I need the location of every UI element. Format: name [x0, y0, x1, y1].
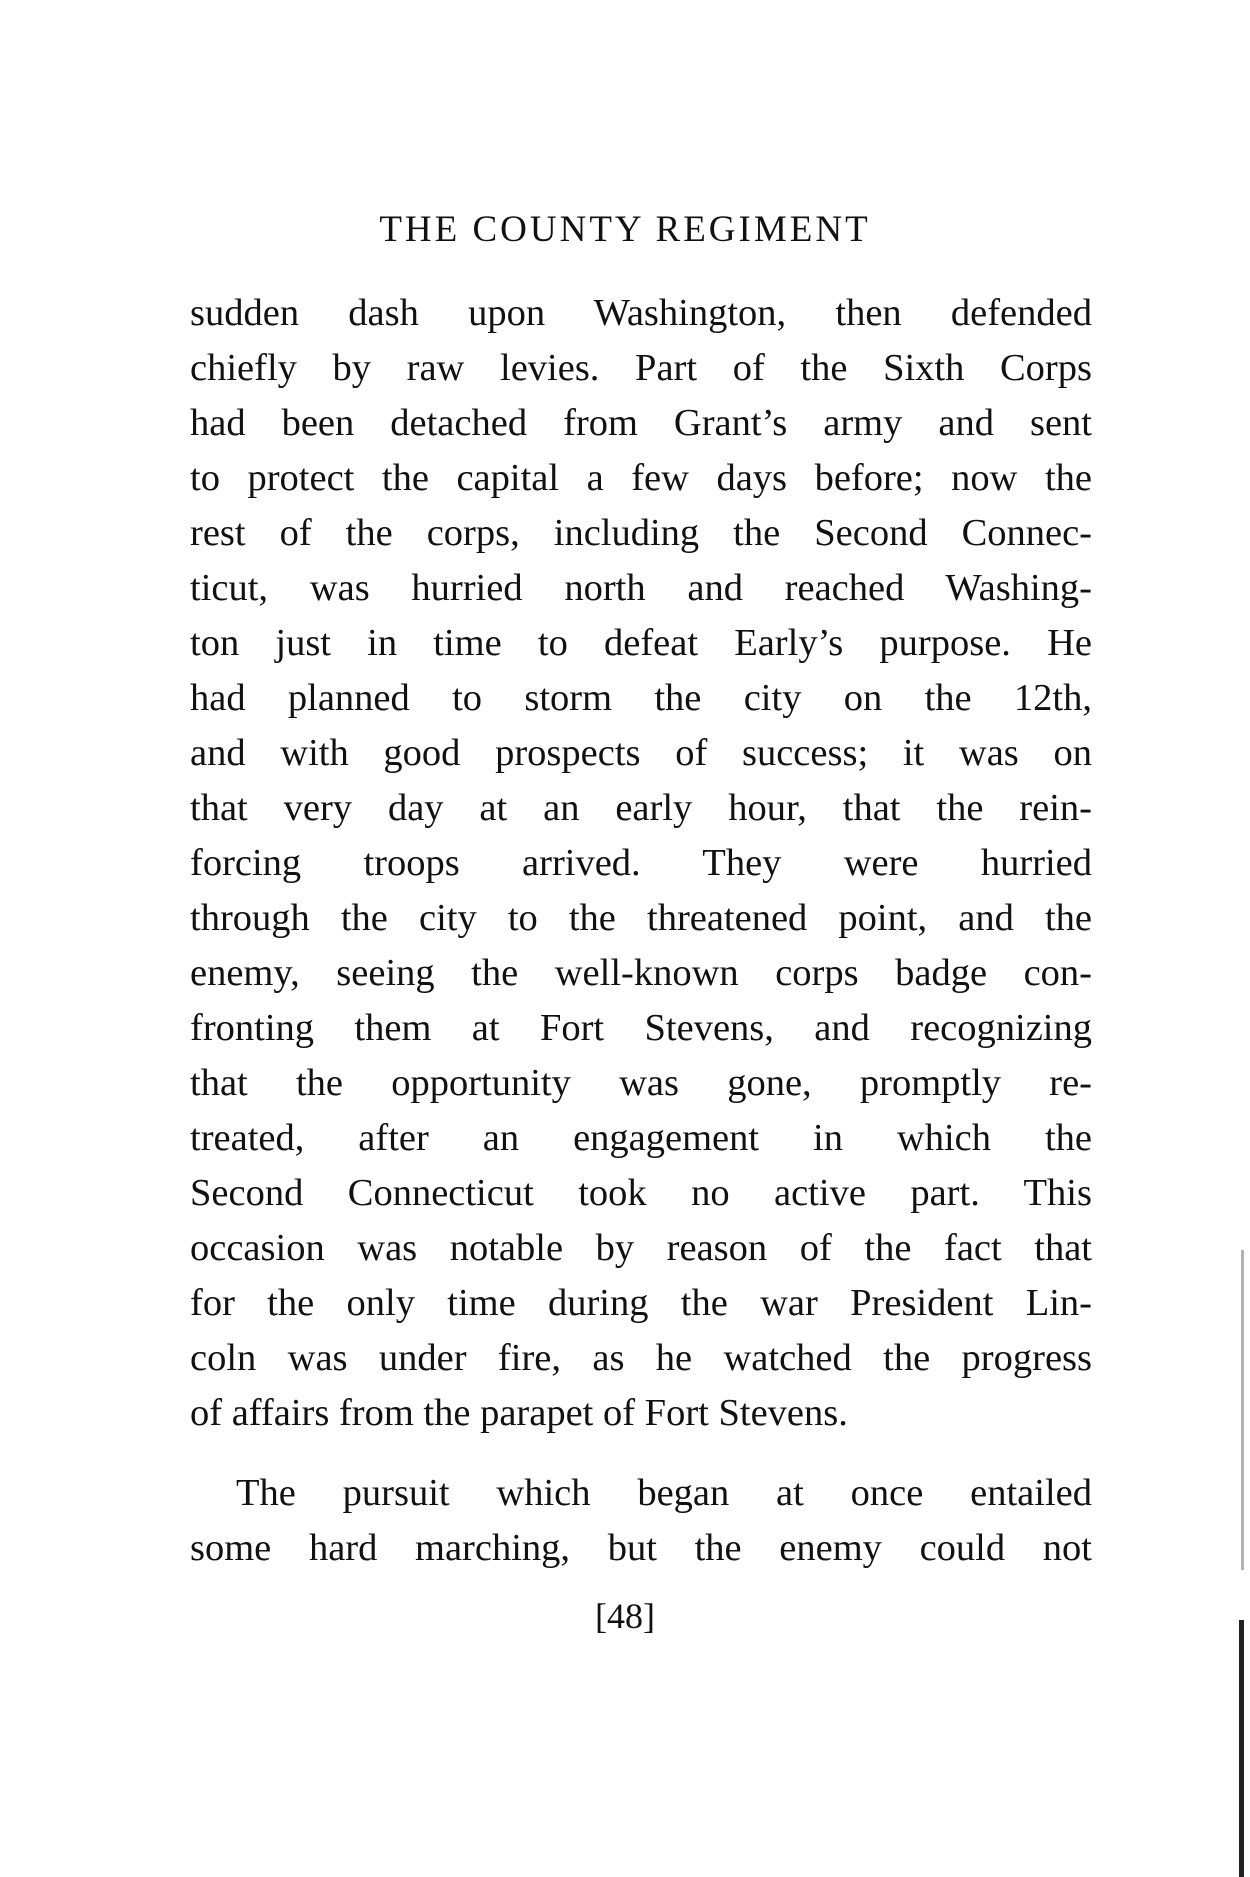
text-line: for the only time during the war President Lin- [190, 1282, 1092, 1324]
text-line: forcing troops arrived. They were hurried [190, 842, 1092, 884]
page-number: [48] [595, 1596, 655, 1636]
text-line: enemy, seeing the well-known corps badge con- [190, 952, 1092, 994]
text-line: had been detached from Grant’s army and sent [190, 402, 1092, 444]
text-line: coln was under fire, as he watched the progress [190, 1337, 1092, 1379]
scan-edge-shadow [1239, 1620, 1244, 1877]
text-line: fronting them at Fort Stevens, and recognizing [190, 1007, 1092, 1049]
text-line: some hard marching, but the enemy could not [190, 1527, 1092, 1569]
text-line: of affairs from the parapet of Fort Stevens. [190, 1392, 848, 1434]
text-line: The pursuit which began at once entailed [236, 1472, 1092, 1514]
paragraph-1 [190, 286, 1092, 1441]
text-line: Second Connecticut took no active part. This [190, 1172, 1092, 1214]
text-line: sudden dash upon Washington, then defended [190, 292, 1092, 334]
text-line: had planned to storm the city on the 12th, [190, 677, 1092, 719]
text-line: ton just in time to defeat Early’s purpose. He [190, 622, 1092, 664]
text-line: to protect the capital a few days before; now the [190, 457, 1092, 499]
text-line: that the opportunity was gone, promptly re- [190, 1062, 1092, 1104]
text-line: chiefly by raw levies. Part of the Sixth Corps [190, 347, 1092, 389]
text-line: rest of the corps, including the Second Connec- [190, 512, 1092, 554]
text-line: treated, after an engagement in which the [190, 1117, 1092, 1159]
text-line: through the city to the threatened point, and the [190, 897, 1092, 939]
text-line: ticut, was hurried north and reached Washing- [190, 567, 1092, 609]
text-line: occasion was notable by reason of the fact that [190, 1227, 1092, 1269]
scan-edge-shadow [1241, 1250, 1244, 1570]
text-line: that very day at an early hour, that the rein- [190, 787, 1092, 829]
paragraph-2 [190, 1466, 1092, 1576]
running-head: THE COUNTY REGIMENT [379, 209, 871, 250]
text-line: and with good prospects of success; it was on [190, 732, 1092, 774]
